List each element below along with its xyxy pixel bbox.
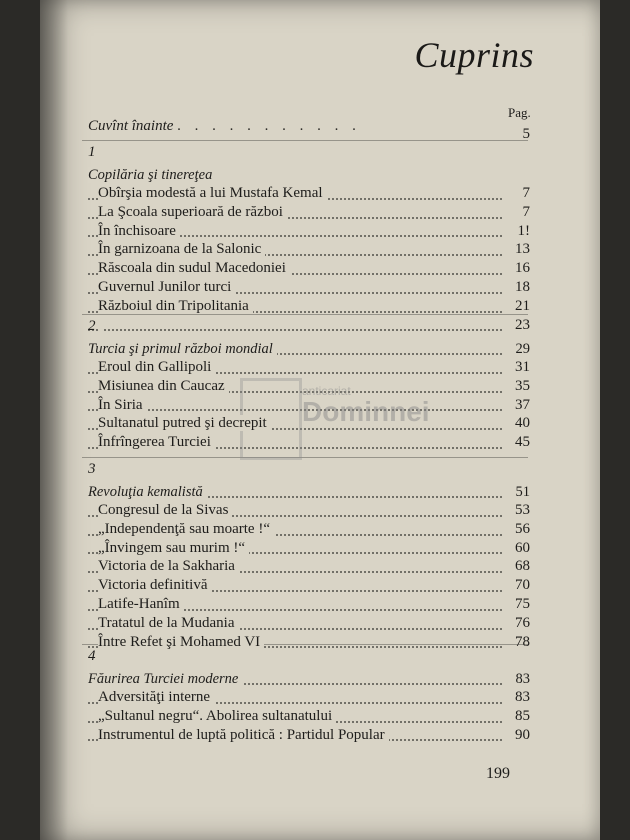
toc-entry: Guvernul Junilor turci 18 — [88, 279, 530, 298]
foreword-entry — [88, 118, 530, 142]
toc-entry: 23 — [88, 317, 530, 336]
toc-entry: Războiul din Tripolitania 21 — [88, 298, 530, 317]
toc-entry: Victoria de la Sakharia 68 — [88, 558, 530, 577]
toc-entry: Între Refet şi Mohamed VI 78 — [88, 634, 530, 653]
chapter-separator — [82, 140, 528, 141]
chapter-number: 4 — [88, 648, 96, 664]
toc-entry: Obîrşia modestă a lui Mustafa Kemal 7 — [88, 185, 530, 204]
toc-entry: „Sultanul negru“. Abolirea sultanatului 85 — [88, 708, 530, 727]
toc-entry: Congresul de la Sivas 53 — [88, 502, 530, 521]
toc-entry: Instrumentul de luptă politică : Partidul Popular 90 — [88, 727, 530, 746]
toc-entry: Sultanatul putred şi decrepit 40 — [88, 415, 530, 434]
chapter-title: Copilăria şi tinereţea — [88, 167, 530, 185]
toc-entry: În Siria 37 — [88, 397, 530, 416]
toc-entry: Adversităţi interne 83 — [88, 689, 530, 708]
toc-entry: Misiunea din Caucaz 35 — [88, 378, 530, 397]
chapter-4 — [88, 648, 530, 745]
foreword-page: 5 — [522, 126, 530, 142]
chapter-number: 1 — [88, 144, 96, 160]
chapter-separator — [82, 314, 528, 315]
page-title: Cuprins — [414, 35, 534, 75]
watermark-logo: anticariat Dominnei — [240, 378, 360, 458]
chapter-number: 2 — [88, 318, 96, 334]
toc-entry: Tratatul de la Mudania 76 — [88, 615, 530, 634]
toc-entry: În garnizoana de la Salonic 13 — [88, 241, 530, 260]
page-number: 199 — [486, 765, 510, 782]
chapter-1 — [88, 144, 530, 335]
toc-entry: Răscoala din sudul Macedoniei 16 — [88, 260, 530, 279]
toc-entry: Eroul din Gallipoli 31 — [88, 359, 530, 378]
chapter-number: 3 — [88, 461, 96, 477]
toc-entry: Latife-Hanîm 75 — [88, 596, 530, 615]
page-column-label: Pag. — [508, 105, 531, 120]
toc-entry: La Şcoala superioară de război 7 — [88, 204, 530, 223]
toc-entry: În închisoare 1! — [88, 223, 530, 242]
toc-entry: Victoria definitivă 70 — [88, 577, 530, 596]
chapter-3 — [88, 461, 530, 652]
chapter-title: Făurirea Turciei moderne 83 — [88, 671, 530, 687]
chapter-title: Turcia şi primul război mondial 29 — [88, 341, 530, 357]
toc-entry: „Independenţă sau moarte !“ 56 — [88, 521, 530, 540]
dot-leader: . . . . . . . . . . . — [177, 118, 361, 134]
chapter-title: Revoluţia kemalistă 51 — [88, 484, 530, 500]
page-gutter-shadow — [40, 0, 68, 840]
foreword-label: Cuvînt înainte — [88, 118, 174, 134]
toc-entry: Înfrîngerea Turciei 45 — [88, 434, 530, 453]
toc-entry: „Învingem sau murim !“ 60 — [88, 540, 530, 559]
